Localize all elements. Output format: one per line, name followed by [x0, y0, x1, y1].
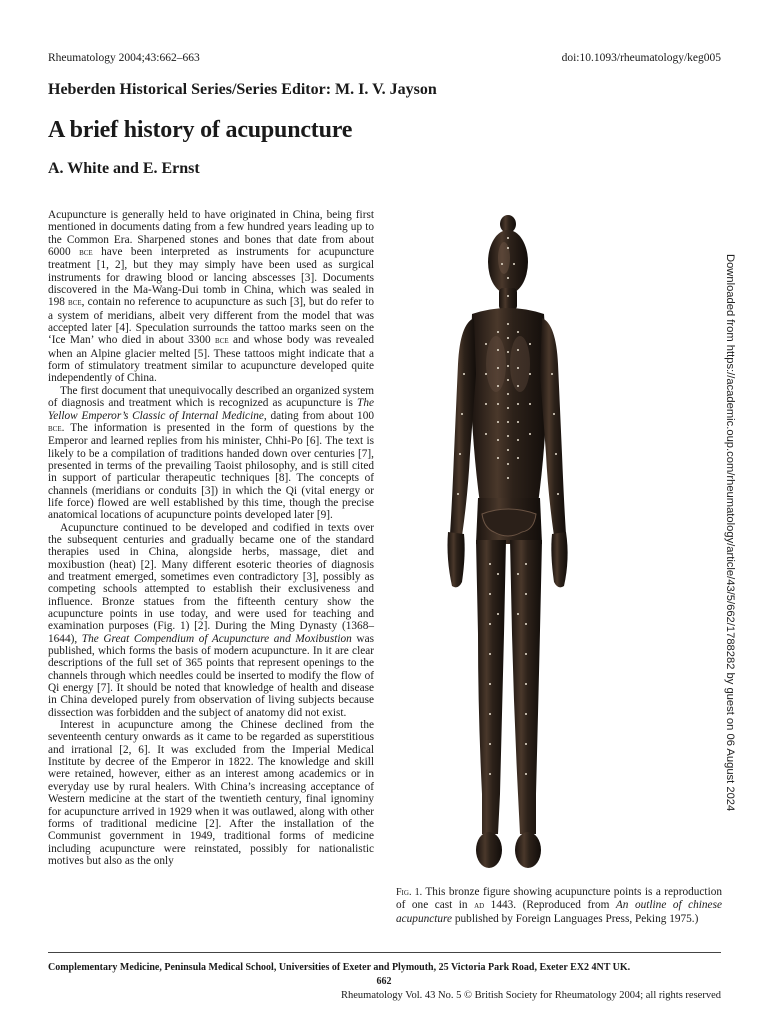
era-marker: ad	[474, 900, 485, 912]
body-column	[48, 209, 374, 867]
p1-text-d: and whose body was revealed when an Alpine glacier melted [5]. These tattoos might indicate that a form of stimulatory treatment similar to acupuncture developed quite independently of China.	[48, 334, 375, 385]
article-authors: A. White and E. Ernst	[48, 160, 200, 177]
p2-text-b: , dating from about 100	[263, 409, 374, 422]
page-number: 662	[376, 976, 392, 987]
header-citation: Rheumatology 2004;43:662–663	[48, 52, 200, 64]
era-marker: bce	[79, 247, 93, 259]
figure-label: Fig. 1.	[396, 887, 423, 898]
body-paragraph-2	[48, 385, 374, 522]
caption-text-a: This bronze figure showing acupuncture points is a reproduction of one cast in	[396, 886, 722, 912]
book-title: The Yellow Emperor’s Classic of Internal Medicine	[48, 397, 374, 422]
era-marker: bce	[48, 422, 62, 434]
footer-journal: Rheumatology Vol. 43 No. 5 © British Society for Rheumatology 2004; all rights reserved	[340, 990, 721, 1001]
article-title: A brief history of acupuncture	[48, 117, 353, 143]
footer-affiliation: Complementary Medicine, Peninsula Medical School, Universities of Exeter and Plymouth, 25 Victoria Park Road, Exeter EX2 4NT UK.	[48, 962, 631, 973]
caption-text-b: 1443. (Reproduced from	[484, 899, 616, 912]
p1-text-b: have been interpreted as instruments for acupuncture treatment [1, 2], but they may simply have been used as surgical instruments for drawing blood or lancing abscesses [3]. Documents discovered in the Ma-Wang-Dui tomb in China, which was sealed in 198	[48, 246, 374, 309]
series-heading: Heberden Historical Series/Series Editor: M. I. V. Jayson	[48, 81, 437, 98]
p3-text-b: was published, which forms the basis of modern acupuncture. In it are clear descriptions of the full set of 365 points that represent openings to the channels through which needles could be inserted to modify the flow of Qi energy [7]. It should be noted that knowledge of health and disease in China developed purely from observation of living subjects because dissection was forbidden and the subject of anatomy did not exist.	[48, 632, 374, 719]
body-paragraph-4: Interest in acupuncture among the Chinese declined from the seventeenth century onwards as it came to be regarded as superstitious and irrational [2, 6]. It was excluded from the Imperial Medical Institute by decree of the Emperor in 1822. The knowledge and skill were retained, however, either as an interest among academics or in everyday use by rural healers. With China’s increasing acceptance of Western medicine at the start of the twentieth century, final ignominy for acupuncture arrived in 1929 when it was outlawed, along with other forms of traditional medicine [2]. After the installation of the Communist government in 1949, traditional forms of medicine including acupuncture were reinstated, possibly for nationalistic motives but also as the only	[48, 719, 374, 867]
p1-text-a: Acupuncture is generally held to have originated in China, being first mentioned in documents dating from a few hundred years leading up to the Common Era. Sharpened stones and bones that date from about 6000	[48, 209, 374, 259]
download-side-note[interactable]: Downloaded from https://academic.oup.com/rheumatology/article/43/5/662/1788282 by guest on 06 August 2024	[724, 254, 736, 812]
book-title: An outline of chinese acupuncture	[396, 899, 722, 925]
header-doi[interactable]: doi:10.1093/rheumatology/keg005	[561, 52, 721, 64]
book-title: The Great Compendium of Acupuncture and Moxibustion	[81, 632, 352, 645]
caption-text-c: published by Foreign Languages Press, Peking 1975.)	[452, 912, 699, 925]
bronze-acupuncture-figure	[442, 214, 572, 874]
p2-text-a: The first document that unequivocally described an organized system of diagnosis and treatment which is recognized as acupuncture is	[48, 384, 374, 410]
footer-rule	[48, 952, 721, 953]
p2-text-c: . The information is presented in the form of questions by the Emperor and learned replies from his minister, Chhi-Po [6]. The text is likely to be a compilation of traditions handed down over centuries [7], presented in terms of the prevailing Taoist philosophy, and is still cited in support of particular therapeutic techniques [8]. The concepts of channels (meridians or conduits [3]) in which the Qi (vital energy or life force) flowed are well established by this time, though the precise anatomical locations of acupuncture points developed later [9].	[48, 421, 374, 522]
body-paragraph-1	[48, 209, 374, 385]
figure-caption	[396, 886, 722, 925]
p3-text-a: Acupuncture continued to be developed and codified in texts over the subsequent centuries and gradually became one of the standard therapies used in China, alongside herbs, massage, diet and moxibustion (heat) [2]. Many different esoteric theories of diagnosis and treatment emerged, sometimes even contradictory [3], possibly as competing schools attempted to establish their exclusiveness and influence. Bronze statues from the fifteenth century show the acupuncture points in use today, and were used for teaching and examination purposes (Fig. 1) [2]. During the Ming Dynasty (1368–1644),	[48, 521, 374, 645]
body-paragraph-3	[48, 522, 374, 720]
p1-text-c: , contain no reference to acupuncture as such [3], but do refer to a system of meridians, albeit very different from the model that was accepted later [4]. Speculation surrounds the tattoo marks seen on the ‘Ice Man’ who died in about 3300	[48, 296, 374, 347]
era-marker: bce	[215, 335, 229, 347]
era-marker: bce	[68, 297, 82, 309]
